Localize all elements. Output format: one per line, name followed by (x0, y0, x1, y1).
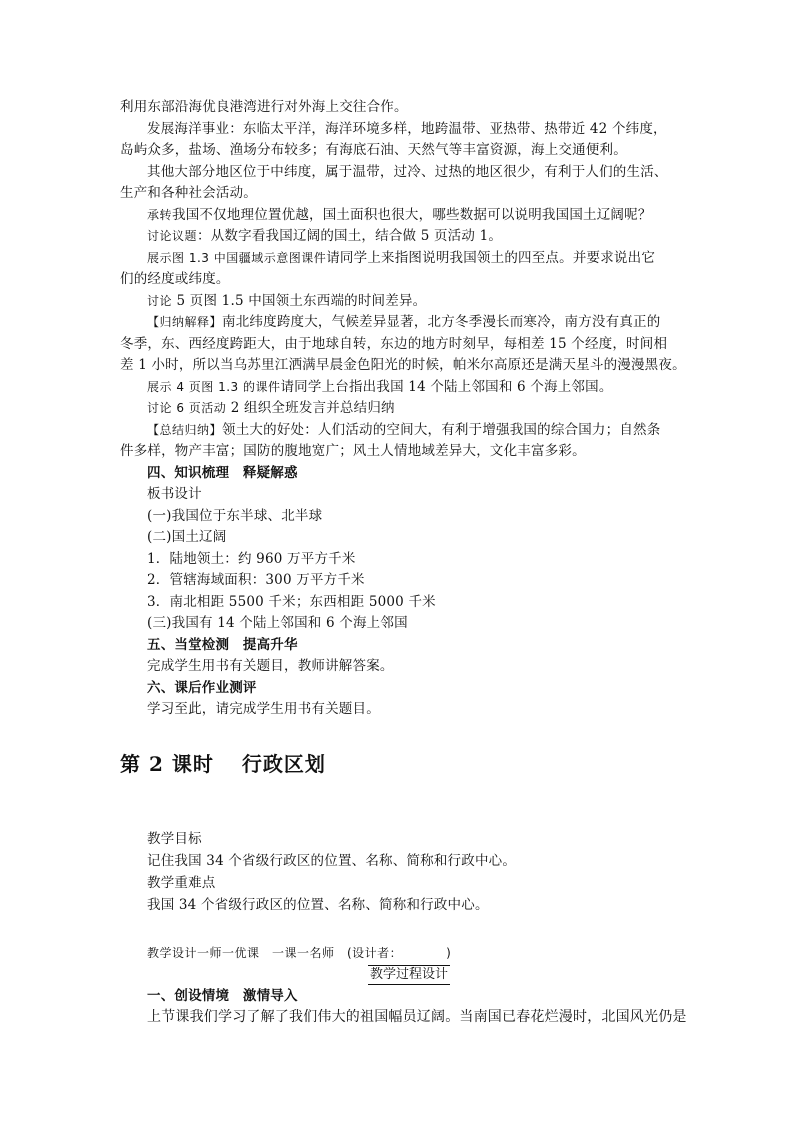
process-heading: 教学过程设计 (368, 965, 450, 985)
line-text: 南北纬度跨度大，气候差异显著，北方冬季漫长而寒冷，南方没有真正的 (222, 314, 661, 330)
focus-text: 我国 34 个省级行政区的位置、名称、简称和行政中心。 (147, 897, 489, 913)
text-line: 岛屿众多，盐场、渔场分布较多；有海底石油、天然气等丰富资源，海上交通便利。 (120, 142, 627, 158)
line-text: 我国不仅地理位置优越，国土面积也很大，哪些数据可以说明我国国土辽阔呢？ (172, 206, 652, 223)
text-line: 学习至此，请完成学生用书有关题目。 (147, 701, 380, 717)
text-line: 生产和各种社会活动。 (120, 185, 257, 201)
text-line: 2．管辖海域面积：300 万平方千米 (147, 572, 365, 588)
line-text: 5 页图 1.5 中国领土东西端的时间差异。 (172, 292, 427, 309)
objectives-text: 记住我国 34 个省级行政区的位置、名称、简称和行政中心。 (147, 853, 517, 869)
line-label: 讨论议题 (147, 229, 198, 243)
text-line: (三)我国有 14 个陆上邻国和 6 个海上邻国 (147, 615, 408, 631)
line-text: ：从数字看我国辽阔的国土，结合做 5 页活动 1。 (197, 228, 503, 244)
text-line: 冬季，东、西经度跨距大，由于地球自转，东边的地方时刻早，每相差 15 个经度，时间相 (120, 335, 668, 352)
text-line: 完成学生用书有关题目，教师讲解答案。 (147, 658, 394, 674)
line-text: 请同学上来指图说明我国领土的四至点。并要求说出它 (326, 249, 656, 266)
line-text: 请同学上台指出我国 14 个陆上邻国和 6 个海上邻国。 (280, 378, 613, 395)
design-note: 教学设计一师一优课 一课一名师 (设计者： ) (147, 946, 452, 960)
text-line (147, 248, 655, 268)
lesson-title (120, 748, 326, 777)
text-line (147, 377, 613, 397)
line-label: 承转 (147, 207, 173, 222)
text-line: 发展海洋事业：东临太平洋，海洋环境多样，地跨温带、亚热带、热带近 42 个纬度， (147, 120, 667, 137)
text-line: 3．南北相距 5500 千米；东西相距 5000 千米 (147, 593, 436, 610)
text-line (147, 312, 660, 332)
text-line: 们的经度或纬度。 (120, 271, 230, 287)
text-line: 六、课后作业测评 (147, 679, 257, 696)
section-heading: 一、创设情境 激情导入 (147, 988, 298, 1004)
text-line: 差 1 小时，所以当乌苏里江洒满早晨金色阳光的时候，帕米尔高原还是满天星斗的漫漫黑夜。 (120, 357, 686, 373)
text-line: 其他大部分地区位于中纬度，属于温带，过冷、过热的地区很少，有利于人们的生活、 (147, 163, 668, 180)
text-line: 五、当堂检测 提高升华 (147, 636, 298, 653)
text-line: 四、知识梳理 释疑解惑 (147, 464, 298, 481)
text-line (147, 420, 660, 440)
line-label: 讨论 (147, 293, 173, 308)
line-label: 讨论 6 页活动 (147, 401, 227, 415)
lesson-topic: 行政区划 (241, 752, 326, 776)
text-line (147, 205, 652, 225)
text-line (147, 291, 426, 311)
text-line: 利用东部沿海优良港湾进行对外海上交往合作。 (120, 99, 408, 115)
line-label: 【总结归纳】 (147, 422, 223, 437)
line-text: 2 组织全班发言并总结归纳 (226, 400, 395, 416)
text-line: (二)国土辽阔 (147, 529, 227, 545)
line-text: 领土大的好处：人们活动的空间大，有利于增强我国的综合国力；自然条 (222, 421, 661, 438)
text-line: 件多样，物产丰富；国防的腹地宽广；风土人情地域差异大，文化丰富多彩。 (120, 443, 586, 459)
line-label: 展示图 1.3 中国疆域示意图课件 (147, 250, 327, 265)
text-line: 板书设计 (147, 486, 202, 502)
intro-text: 上节课我们学习了解了我们伟大的祖国幅员辽阔。当南国已春花烂漫时，北国风光仍是 (147, 1009, 687, 1025)
text-line: (一)我国位于东半球、北半球 (147, 507, 323, 524)
text-line (147, 398, 395, 418)
text-line: 1．陆地领土：约 960 万平方千米 (147, 550, 356, 567)
focus-label: 教学重难点 (147, 875, 216, 891)
line-label: 【归纳解释】 (147, 315, 223, 329)
lesson-number: 第 2 课时 (120, 752, 214, 776)
text-line (147, 226, 502, 246)
line-label: 展示 4 页图 1.3 的课件 (147, 379, 281, 394)
objectives-label: 教学目标 (147, 831, 202, 847)
